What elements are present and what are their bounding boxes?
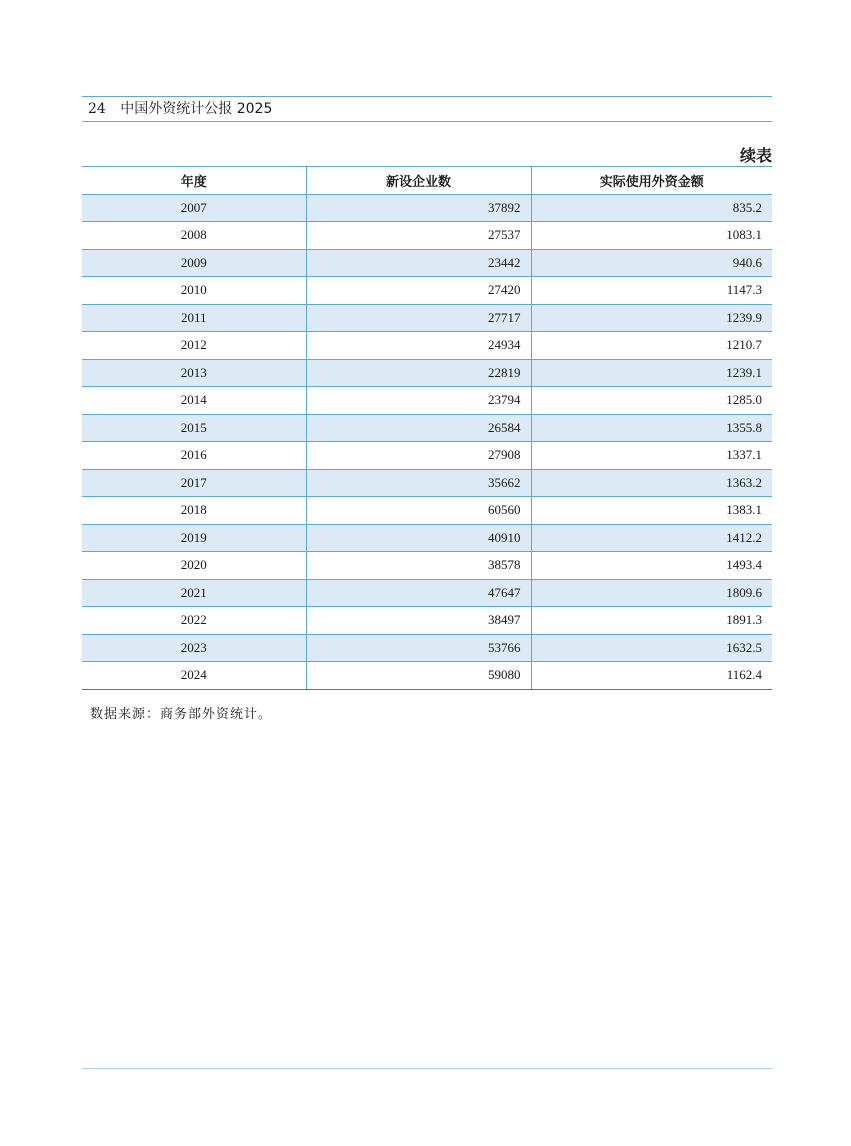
cell-year: 2010	[82, 277, 306, 305]
table-row	[82, 359, 772, 387]
cell-actual-fdi: 1355.8	[531, 414, 772, 442]
cell-new-enterprises: 23794	[306, 387, 531, 415]
cell-year: 2013	[82, 359, 306, 387]
table-row	[82, 222, 772, 250]
column-header-actual-fdi: 实际使用外资金额	[531, 167, 772, 195]
footer-rule	[82, 1068, 772, 1069]
cell-new-enterprises: 26584	[306, 414, 531, 442]
cell-actual-fdi: 1162.4	[531, 662, 772, 690]
cell-year: 2019	[82, 524, 306, 552]
cell-new-enterprises: 47647	[306, 579, 531, 607]
table-row	[82, 552, 772, 580]
table-row	[82, 634, 772, 662]
cell-actual-fdi: 1412.2	[531, 524, 772, 552]
cell-year: 2020	[82, 552, 306, 580]
cell-year: 2023	[82, 634, 306, 662]
cell-year: 2008	[82, 222, 306, 250]
cell-actual-fdi: 1210.7	[531, 332, 772, 360]
cell-new-enterprises: 38497	[306, 607, 531, 635]
cell-actual-fdi: 1383.1	[531, 497, 772, 525]
cell-actual-fdi: 1809.6	[531, 579, 772, 607]
cell-year: 2009	[82, 249, 306, 277]
cell-new-enterprises: 27537	[306, 222, 531, 250]
table-row	[82, 524, 772, 552]
cell-new-enterprises: 23442	[306, 249, 531, 277]
cell-actual-fdi: 1493.4	[531, 552, 772, 580]
cell-actual-fdi: 835.2	[531, 194, 772, 222]
table-row	[82, 414, 772, 442]
table-row	[82, 304, 772, 332]
table-row	[82, 277, 772, 305]
cell-actual-fdi: 1891.3	[531, 607, 772, 635]
cell-year: 2015	[82, 414, 306, 442]
cell-new-enterprises: 60560	[306, 497, 531, 525]
table-header-row	[82, 167, 772, 195]
continued-table-label: 续表	[739, 146, 772, 165]
table-row	[82, 607, 772, 635]
cell-year: 2021	[82, 579, 306, 607]
column-header-new-enterprises: 新设企业数	[306, 167, 531, 195]
cell-actual-fdi: 1147.3	[531, 277, 772, 305]
cell-year: 2012	[82, 332, 306, 360]
table-row	[82, 442, 772, 470]
cell-new-enterprises: 24934	[306, 332, 531, 360]
fdi-statistics-table	[82, 166, 772, 690]
page-number: 24	[88, 101, 106, 117]
header-top-rule	[82, 96, 772, 97]
cell-year: 2017	[82, 469, 306, 497]
cell-actual-fdi: 1337.1	[531, 442, 772, 470]
table-row	[82, 662, 772, 690]
column-header-year: 年度	[82, 167, 306, 195]
cell-year: 2022	[82, 607, 306, 635]
cell-new-enterprises: 59080	[306, 662, 531, 690]
running-header	[88, 99, 272, 119]
table-row	[82, 249, 772, 277]
cell-actual-fdi: 1632.5	[531, 634, 772, 662]
cell-new-enterprises: 40910	[306, 524, 531, 552]
table-row	[82, 497, 772, 525]
cell-new-enterprises: 27420	[306, 277, 531, 305]
cell-new-enterprises: 53766	[306, 634, 531, 662]
cell-new-enterprises: 37892	[306, 194, 531, 222]
cell-year: 2007	[82, 194, 306, 222]
cell-actual-fdi: 1083.1	[531, 222, 772, 250]
cell-new-enterprises: 27908	[306, 442, 531, 470]
publication-title: 中国外资统计公报 2025	[120, 101, 273, 117]
table-row	[82, 579, 772, 607]
cell-year: 2011	[82, 304, 306, 332]
header-bottom-rule	[82, 121, 772, 122]
cell-actual-fdi: 1285.0	[531, 387, 772, 415]
cell-new-enterprises: 27717	[306, 304, 531, 332]
cell-new-enterprises: 22819	[306, 359, 531, 387]
table-row	[82, 387, 772, 415]
source-note: 数据来源：商务部外资统计。	[90, 707, 273, 722]
cell-new-enterprises: 38578	[306, 552, 531, 580]
table-row	[82, 469, 772, 497]
cell-actual-fdi: 1363.2	[531, 469, 772, 497]
cell-year: 2014	[82, 387, 306, 415]
cell-year: 2024	[82, 662, 306, 690]
cell-year: 2018	[82, 497, 306, 525]
cell-actual-fdi: 940.6	[531, 249, 772, 277]
cell-new-enterprises: 35662	[306, 469, 531, 497]
table-body	[82, 194, 772, 689]
cell-year: 2016	[82, 442, 306, 470]
cell-actual-fdi: 1239.9	[531, 304, 772, 332]
table-row	[82, 194, 772, 222]
table-row	[82, 332, 772, 360]
cell-actual-fdi: 1239.1	[531, 359, 772, 387]
